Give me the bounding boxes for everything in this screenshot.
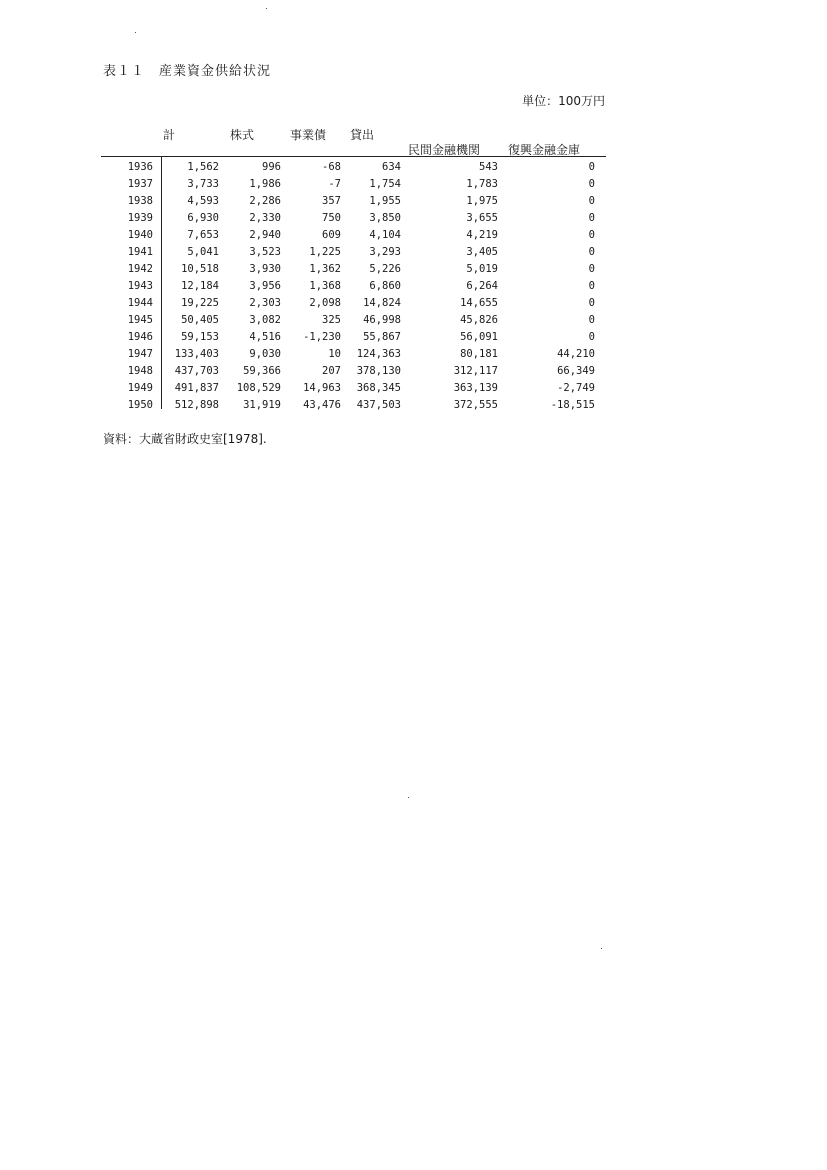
cell-bonds: -68 [322, 161, 341, 173]
table-row [101, 295, 595, 312]
cell-total: 59,153 [181, 331, 219, 343]
cell-stocks: 3,082 [249, 314, 281, 326]
cell-total: 50,405 [181, 314, 219, 326]
cell-loans: 14,824 [363, 297, 401, 309]
cell-private-fin: 3,405 [466, 246, 498, 258]
cell-reconstruction-bank: 44,210 [557, 348, 595, 360]
cell-total: 6,930 [187, 212, 219, 224]
cell-bonds: 325 [322, 314, 341, 326]
cell-year: 1941 [127, 246, 153, 258]
cell-year: 1949 [127, 382, 153, 394]
cell-stocks: 2,286 [249, 195, 281, 207]
table-row [101, 397, 595, 414]
cell-bonds: 207 [322, 365, 341, 377]
cell-reconstruction-bank: 0 [588, 246, 595, 258]
cell-stocks: 9,030 [249, 348, 281, 360]
table-row [101, 244, 595, 261]
scan-speck [408, 797, 409, 798]
cell-bonds: -1,230 [303, 331, 341, 343]
cell-loans: 3,293 [369, 246, 401, 258]
cell-bonds: 2,098 [309, 297, 341, 309]
cell-private-fin: 1,783 [466, 178, 498, 190]
cell-year: 1945 [127, 314, 153, 326]
table-row [101, 329, 595, 346]
table-row [101, 312, 595, 329]
cell-reconstruction-bank: 0 [588, 314, 595, 326]
col-header-loans: 貸出 [350, 128, 375, 142]
cell-loans: 46,998 [363, 314, 401, 326]
cell-total: 7,653 [187, 229, 219, 241]
cell-bonds: 43,476 [303, 399, 341, 411]
cell-total: 10,518 [181, 263, 219, 275]
cell-total: 1,562 [187, 161, 219, 173]
cell-stocks: 4,516 [249, 331, 281, 343]
cell-bonds: 609 [322, 229, 341, 241]
cell-bonds: 1,368 [309, 280, 341, 292]
cell-loans: 4,104 [369, 229, 401, 241]
cell-bonds: 10 [328, 348, 341, 360]
cell-year: 1947 [127, 348, 153, 360]
cell-year: 1938 [127, 195, 153, 207]
cell-total: 512,898 [174, 399, 219, 411]
cell-private-fin: 372,555 [453, 399, 498, 411]
cell-year: 1943 [127, 280, 153, 292]
cell-year: 1939 [127, 212, 153, 224]
cell-bonds: 357 [322, 195, 341, 207]
cell-total: 12,184 [181, 280, 219, 292]
cell-year: 1946 [127, 331, 153, 343]
cell-year: 1948 [127, 365, 153, 377]
cell-bonds: -7 [328, 178, 341, 190]
table-row [101, 380, 595, 397]
cell-reconstruction-bank: -2,749 [557, 382, 595, 394]
cell-reconstruction-bank: -18,515 [550, 399, 595, 411]
scan-speck [601, 948, 602, 949]
cell-reconstruction-bank: 0 [588, 280, 595, 292]
cell-private-fin: 45,826 [460, 314, 498, 326]
cell-loans: 3,850 [369, 212, 401, 224]
cell-reconstruction-bank: 66,349 [557, 365, 595, 377]
cell-total: 5,041 [187, 246, 219, 258]
table-row [101, 210, 595, 227]
cell-loans: 437,503 [356, 399, 401, 411]
cell-total: 491,837 [174, 382, 219, 394]
col-header-private-fin: 民間金融機関 [408, 143, 481, 157]
cell-private-fin: 5,019 [466, 263, 498, 275]
data-table [101, 159, 595, 414]
cell-bonds: 1,225 [309, 246, 341, 258]
cell-reconstruction-bank: 0 [588, 331, 595, 343]
cell-year: 1937 [127, 178, 153, 190]
cell-stocks: 1,986 [249, 178, 281, 190]
col-header-stocks: 株式 [230, 128, 255, 142]
cell-reconstruction-bank: 0 [588, 263, 595, 275]
cell-reconstruction-bank: 0 [588, 195, 595, 207]
cell-total: 4,593 [187, 195, 219, 207]
cell-loans: 378,130 [356, 365, 401, 377]
cell-total: 3,733 [187, 178, 219, 190]
cell-stocks: 3,930 [249, 263, 281, 275]
cell-year: 1944 [127, 297, 153, 309]
cell-year: 1936 [127, 161, 153, 173]
cell-stocks: 31,919 [243, 399, 281, 411]
cell-year: 1950 [127, 399, 153, 411]
cell-reconstruction-bank: 0 [588, 212, 595, 224]
cell-private-fin: 80,181 [460, 348, 498, 360]
cell-total: 437,703 [174, 365, 219, 377]
cell-loans: 368,345 [356, 382, 401, 394]
cell-private-fin: 363,139 [453, 382, 498, 394]
cell-year: 1942 [127, 263, 153, 275]
cell-private-fin: 1,975 [466, 195, 498, 207]
cell-loans: 124,363 [356, 348, 401, 360]
table-row [101, 363, 595, 380]
cell-loans: 5,226 [369, 263, 401, 275]
cell-reconstruction-bank: 0 [588, 178, 595, 190]
cell-total: 19,225 [181, 297, 219, 309]
table-row [101, 193, 595, 210]
cell-bonds: 14,963 [303, 382, 341, 394]
cell-private-fin: 312,117 [453, 365, 498, 377]
cell-bonds: 1,362 [309, 263, 341, 275]
cell-stocks: 996 [262, 161, 281, 173]
cell-loans: 1,955 [369, 195, 401, 207]
source-note: 資料：大蔵省財政史室[1978]. [103, 432, 267, 446]
cell-reconstruction-bank: 0 [588, 297, 595, 309]
table-row [101, 261, 595, 278]
table-row [101, 227, 595, 244]
cell-private-fin: 3,655 [466, 212, 498, 224]
cell-stocks: 108,529 [236, 382, 281, 394]
table-row [101, 346, 595, 363]
cell-private-fin: 543 [479, 161, 498, 173]
cell-stocks: 59,366 [243, 365, 281, 377]
cell-stocks: 3,956 [249, 280, 281, 292]
table-row [101, 176, 595, 193]
cell-loans: 1,754 [369, 178, 401, 190]
cell-private-fin: 14,655 [460, 297, 498, 309]
scan-speck [266, 8, 267, 9]
unit-label: 単位：100万円 [522, 94, 605, 108]
cell-stocks: 2,940 [249, 229, 281, 241]
table-title: 表１１ 産業資金供給状況 [103, 64, 272, 79]
cell-stocks: 3,523 [249, 246, 281, 258]
scan-speck [135, 32, 136, 33]
cell-private-fin: 6,264 [466, 280, 498, 292]
col-header-reconstruction-bank: 復興金融金庫 [508, 143, 581, 157]
cell-stocks: 2,330 [249, 212, 281, 224]
cell-total: 133,403 [174, 348, 219, 360]
table-row [101, 159, 595, 176]
cell-loans: 6,860 [369, 280, 401, 292]
cell-reconstruction-bank: 0 [588, 161, 595, 173]
cell-private-fin: 4,219 [466, 229, 498, 241]
header-rule [101, 156, 606, 157]
cell-reconstruction-bank: 0 [588, 229, 595, 241]
cell-stocks: 2,303 [249, 297, 281, 309]
table-row [101, 278, 595, 295]
cell-private-fin: 56,091 [460, 331, 498, 343]
cell-bonds: 750 [322, 212, 341, 224]
cell-loans: 55,867 [363, 331, 401, 343]
col-header-total: 計 [163, 128, 176, 142]
cell-loans: 634 [382, 161, 401, 173]
cell-year: 1940 [127, 229, 153, 241]
col-header-bonds: 事業債 [290, 128, 327, 142]
